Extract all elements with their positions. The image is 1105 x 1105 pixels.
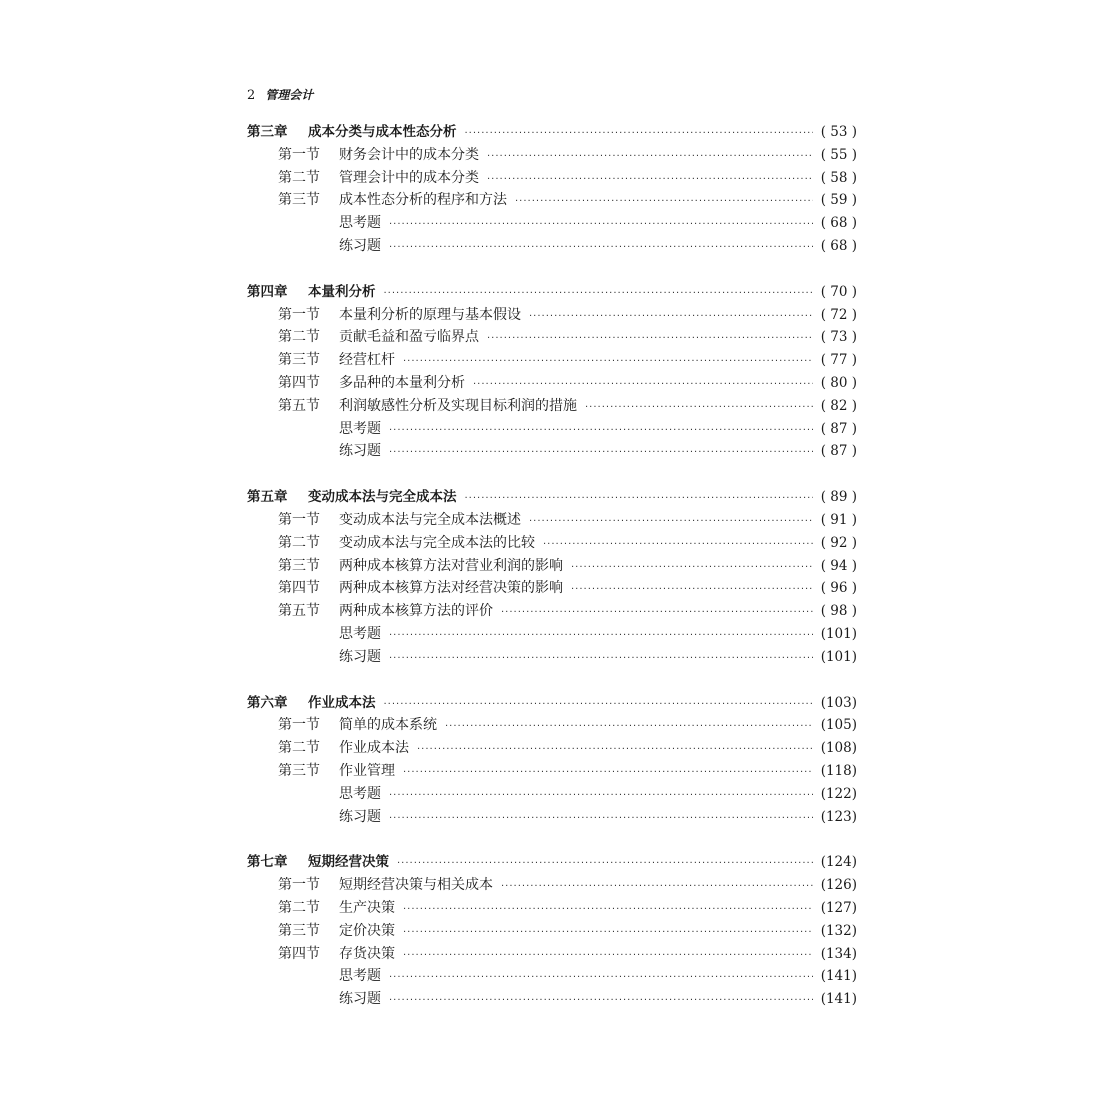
- toc-chapter-row[interactable]: [247, 121, 857, 144]
- toc-entry-number: 第三节: [278, 192, 320, 209]
- toc-section-row[interactable]: [247, 600, 857, 623]
- toc-section-row[interactable]: [247, 509, 857, 532]
- toc-entry-title: 短期经营决策: [308, 854, 389, 871]
- toc-section-row[interactable]: [247, 577, 857, 600]
- toc-entry-page: ( 77 ): [820, 352, 857, 369]
- toc-entry-title: 存货决策: [339, 945, 395, 962]
- dot-leader: [515, 191, 813, 214]
- toc-entry-title: 本量利分析的原理与基本假设: [339, 306, 521, 323]
- dot-leader: [389, 785, 813, 808]
- toc-section-row[interactable]: [247, 372, 857, 395]
- toc-section-row[interactable]: [247, 395, 857, 418]
- toc-entry-title: 贡献毛益和盈亏临界点: [339, 329, 479, 346]
- toc-entry-page: (101): [820, 648, 857, 665]
- toc-entry-title: 简单的成本系统: [339, 717, 437, 734]
- toc-entry-title: 练习题: [339, 443, 381, 460]
- toc-section-row[interactable]: [247, 144, 857, 167]
- toc-entry-page: ( 53 ): [820, 124, 857, 140]
- toc-entry-page: (122): [820, 785, 857, 802]
- toc-chapter-row[interactable]: [247, 486, 857, 509]
- dot-leader: [403, 922, 813, 945]
- toc-entry-page: (132): [820, 922, 857, 939]
- toc-entry-page: ( 91 ): [820, 511, 857, 528]
- toc-entry-page: ( 70 ): [820, 283, 857, 300]
- toc-chapter-row[interactable]: [247, 851, 857, 874]
- toc-entry-title: 练习题: [339, 237, 381, 254]
- toc-entry-title: 本量利分析: [308, 283, 376, 300]
- dot-leader: [571, 557, 813, 580]
- dot-leader: [384, 283, 813, 306]
- toc-entry-title: 练习题: [339, 648, 381, 665]
- dot-leader: [389, 442, 813, 465]
- toc-entry-number: 第二节: [278, 329, 320, 346]
- toc-entry-page: ( 89 ): [820, 489, 857, 506]
- toc-entry-title: 变动成本法与完全成本法: [308, 489, 457, 506]
- dot-leader: [543, 534, 813, 557]
- dot-leader: [403, 945, 813, 968]
- toc-entry-page: ( 94 ): [820, 557, 857, 574]
- toc-entry-page: ( 82 ): [820, 397, 857, 414]
- dot-leader: [389, 967, 813, 990]
- toc-entry-title: 定价决策: [339, 922, 395, 939]
- toc-entry-number: 第一节: [278, 306, 320, 323]
- toc-entry-number: 第三节: [278, 557, 320, 574]
- toc-entry-number: 第五章: [247, 489, 288, 506]
- toc-entry-page: ( 96 ): [820, 580, 857, 597]
- toc-section-row[interactable]: [247, 714, 857, 737]
- dot-leader: [397, 853, 813, 876]
- toc-entry-title: 思考题: [339, 968, 381, 985]
- toc-section-row[interactable]: [247, 623, 857, 646]
- toc-entry-number: 第四节: [278, 374, 320, 391]
- dot-leader: [529, 511, 813, 534]
- toc-entry-page: (101): [820, 625, 857, 642]
- dot-leader: [403, 351, 813, 374]
- toc-entry-page: ( 80 ): [820, 374, 857, 391]
- book-title: 管理会计: [265, 88, 314, 102]
- toc-entry-title: 作业成本法: [308, 694, 376, 711]
- dot-leader: [529, 306, 813, 329]
- dot-leader: [403, 899, 813, 922]
- toc-section-row[interactable]: [247, 988, 857, 1011]
- toc-entry-number: 第一节: [278, 877, 320, 894]
- toc-entry-page: ( 87 ): [820, 443, 857, 460]
- table-of-contents: [247, 121, 857, 1034]
- toc-chapter: [247, 851, 857, 1011]
- toc-chapter-row[interactable]: [247, 281, 857, 304]
- toc-entry-number: 第七章: [247, 854, 288, 871]
- toc-entry-page: ( 92 ): [820, 534, 857, 551]
- dot-leader: [389, 990, 813, 1013]
- dot-leader: [417, 739, 813, 762]
- dot-leader: [501, 602, 813, 625]
- toc-entry-page: ( 59 ): [820, 192, 857, 209]
- toc-entry-page: (127): [820, 899, 857, 916]
- toc-entry-page: ( 58 ): [820, 169, 857, 186]
- toc-entry-title: 变动成本法与完全成本法的比较: [339, 534, 535, 551]
- toc-entry-title: 变动成本法与完全成本法概述: [339, 511, 521, 528]
- toc-chapter-row[interactable]: [247, 692, 857, 715]
- toc-entry-page: (141): [820, 991, 857, 1008]
- toc-section-row[interactable]: [247, 965, 857, 988]
- toc-section-row[interactable]: [247, 897, 857, 920]
- dot-leader: [473, 374, 813, 397]
- dot-leader: [501, 876, 813, 899]
- toc-section-row[interactable]: [247, 212, 857, 235]
- toc-entry-number: 第四节: [278, 945, 320, 962]
- toc-entry-title: 练习题: [339, 808, 381, 825]
- dot-leader: [571, 579, 813, 602]
- toc-entry-number: 第四节: [278, 580, 320, 597]
- dot-leader: [465, 123, 813, 146]
- dot-leader: [487, 146, 813, 169]
- toc-entry-title: 思考题: [339, 785, 381, 802]
- toc-entry-number: 第五节: [278, 603, 320, 620]
- toc-section-row[interactable]: [247, 806, 857, 829]
- toc-entry-number: 第一节: [278, 717, 320, 734]
- toc-section-row[interactable]: [247, 920, 857, 943]
- toc-entry-number: 第二节: [278, 534, 320, 551]
- toc-entry-page: (124): [820, 854, 857, 871]
- toc-section-row[interactable]: [247, 532, 857, 555]
- toc-entry-page: ( 73 ): [820, 329, 857, 346]
- toc-section-row[interactable]: [247, 189, 857, 212]
- toc-entry-page: (126): [820, 877, 857, 894]
- toc-entry-title: 成本分类与成本性态分析: [308, 124, 457, 140]
- toc-section-row[interactable]: [247, 418, 857, 441]
- toc-entry-title: 管理会计中的成本分类: [339, 169, 479, 186]
- toc-entry-title: 两种成本核算方法的评价: [339, 603, 493, 620]
- toc-entry-number: 第三节: [278, 352, 320, 369]
- toc-entry-number: 第二节: [278, 740, 320, 757]
- toc-entry-title: 生产决策: [339, 899, 395, 916]
- toc-section-row[interactable]: [247, 235, 857, 258]
- toc-entry-number: 第六章: [247, 694, 288, 711]
- dot-leader: [389, 237, 813, 260]
- toc-section-row[interactable]: [247, 304, 857, 327]
- toc-entry-title: 作业管理: [339, 762, 395, 779]
- toc-entry-title: 思考题: [339, 420, 381, 437]
- toc-entry-number: 第三章: [247, 124, 288, 140]
- toc-entry-number: 第二节: [278, 169, 320, 186]
- toc-entry-title: 两种成本核算方法对营业利润的影响: [339, 557, 563, 574]
- toc-entry-title: 思考题: [339, 625, 381, 642]
- toc-chapter: [247, 281, 857, 463]
- dot-leader: [465, 488, 813, 511]
- toc-entry-title: 练习题: [339, 991, 381, 1008]
- toc-entry-title: 思考题: [339, 215, 381, 232]
- toc-entry-page: ( 68 ): [820, 237, 857, 254]
- page-number: 2: [247, 88, 256, 103]
- dot-leader: [585, 397, 813, 420]
- toc-entry-page: (105): [820, 717, 857, 734]
- toc-entry-number: 第三节: [278, 762, 320, 779]
- toc-entry-number: 第一节: [278, 146, 320, 163]
- toc-entry-title: 利润敏感性分析及实现目标利润的措施: [339, 397, 577, 414]
- toc-entry-number: 第三节: [278, 922, 320, 939]
- toc-chapter: [247, 692, 857, 829]
- dot-leader: [389, 214, 813, 237]
- toc-section-row[interactable]: [247, 326, 857, 349]
- toc-entry-page: (141): [820, 968, 857, 985]
- page-header: [247, 86, 313, 103]
- dot-leader: [403, 762, 813, 785]
- dot-leader: [445, 716, 813, 739]
- toc-section-row[interactable]: [247, 943, 857, 966]
- toc-section-row[interactable]: [247, 555, 857, 578]
- toc-section-row[interactable]: [247, 167, 857, 190]
- toc-entry-page: (108): [820, 740, 857, 757]
- toc-section-row[interactable]: [247, 760, 857, 783]
- toc-entry-page: (134): [820, 945, 857, 962]
- toc-entry-page: ( 72 ): [820, 306, 857, 323]
- toc-section-row[interactable]: [247, 349, 857, 372]
- toc-entry-number: 第二节: [278, 899, 320, 916]
- dot-leader: [389, 625, 813, 648]
- toc-section-row[interactable]: [247, 874, 857, 897]
- toc-entry-number: 第四章: [247, 283, 288, 300]
- toc-section-row[interactable]: [247, 783, 857, 806]
- toc-entry-number: 第一节: [278, 511, 320, 528]
- toc-entry-page: (123): [820, 808, 857, 825]
- toc-entry-page: ( 55 ): [820, 146, 857, 163]
- dot-leader: [389, 808, 813, 831]
- toc-entry-title: 短期经营决策与相关成本: [339, 877, 493, 894]
- toc-entry-title: 多品种的本量利分析: [339, 374, 465, 391]
- toc-chapter: [247, 486, 857, 668]
- toc-entry-title: 成本性态分析的程序和方法: [339, 192, 507, 209]
- toc-entry-page: ( 98 ): [820, 603, 857, 620]
- toc-entry-page: (118): [820, 762, 857, 779]
- toc-chapter: [247, 121, 857, 258]
- dot-leader: [487, 328, 813, 351]
- toc-entry-page: (103): [820, 694, 857, 711]
- toc-entry-title: 财务会计中的成本分类: [339, 146, 479, 163]
- toc-entry-page: ( 87 ): [820, 420, 857, 437]
- toc-section-row[interactable]: [247, 646, 857, 669]
- dot-leader: [487, 169, 813, 192]
- toc-section-row[interactable]: [247, 440, 857, 463]
- toc-entry-page: ( 68 ): [820, 215, 857, 232]
- dot-leader: [384, 694, 813, 717]
- dot-leader: [389, 648, 813, 671]
- toc-section-row[interactable]: [247, 737, 857, 760]
- toc-entry-title: 两种成本核算方法对经营决策的影响: [339, 580, 563, 597]
- toc-entry-number: 第五节: [278, 397, 320, 414]
- toc-entry-title: 作业成本法: [339, 740, 409, 757]
- dot-leader: [389, 420, 813, 443]
- toc-entry-title: 经营杠杆: [339, 352, 395, 369]
